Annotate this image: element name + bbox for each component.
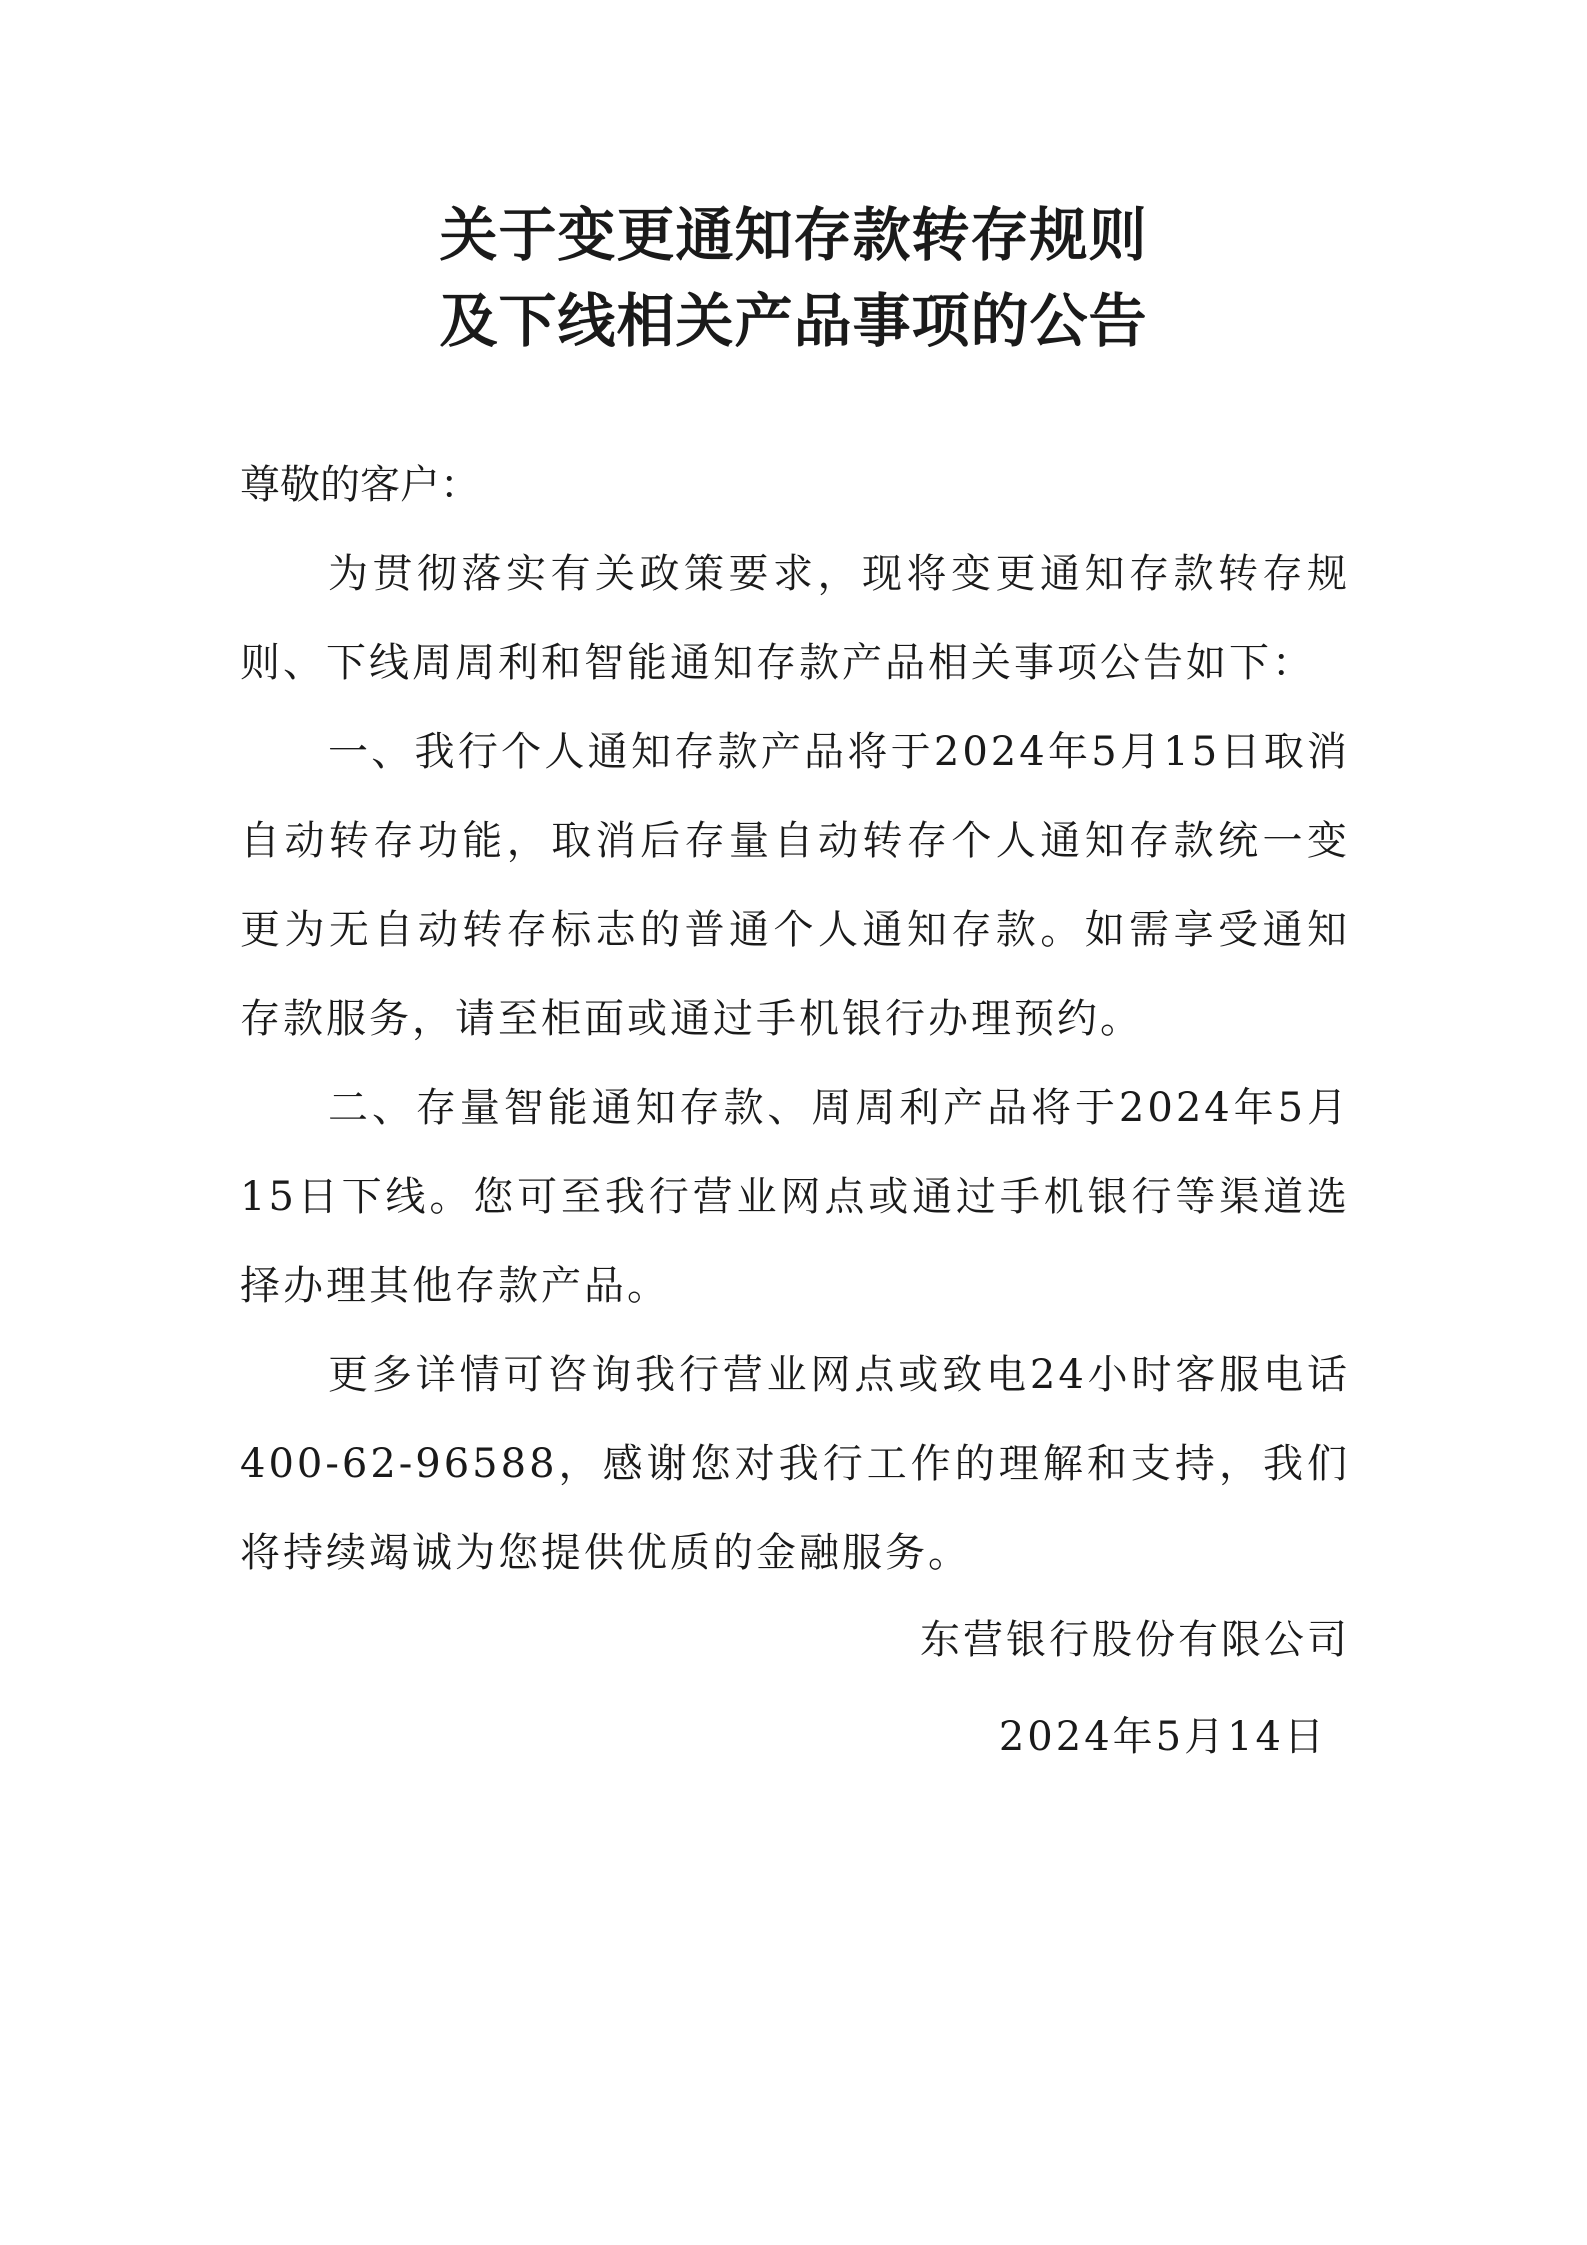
issuer-signature: 东营银行股份有限公司	[920, 1617, 1350, 1663]
notice-title-line-2: 及下线相关产品事项的公告	[439, 287, 1148, 355]
paragraph-intro: 为贯彻落实有关政策要求，现将变更通知存款转存规则、下线周周利和智能通知存款产品相关事项公告如下：	[240, 551, 1350, 686]
paragraph-contact: 更多详情可咨询我行营业网点或致电24小时客服电话400-62-96588，感谢您对我行工作的理解和支持，我们将持续竭诚为您提供优质的金融服务。	[240, 1352, 1350, 1576]
paragraph-item-2: 二、存量智能通知存款、周周利产品将于2024年5月15日下线。您可至我行营业网点或通过手机银行等渠道选择办理其他存款产品。	[240, 1085, 1350, 1309]
issue-date: 2024年5月14日	[998, 1714, 1327, 1760]
salutation: 尊敬的客户：	[240, 462, 480, 508]
paragraph-item-1: 一、我行个人通知存款产品将于2024年5月15日取消自动转存功能，取消后存量自动转存个人通知存款统一变更为无自动转存标志的普通个人通知存款。如需享受通知存款服务，请至柜面或通过手机银行办理预约。	[240, 729, 1350, 1042]
notice-title-line-1: 关于变更通知存款转存规则	[439, 201, 1148, 269]
